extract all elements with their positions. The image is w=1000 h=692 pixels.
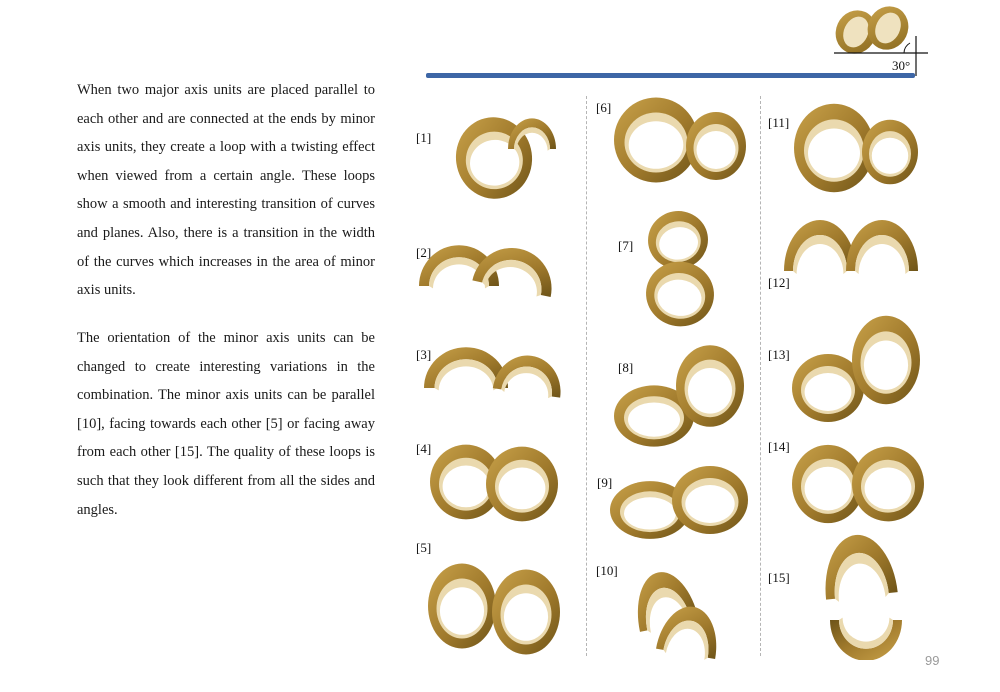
loop-photo-1 <box>444 100 564 210</box>
figure-label-11: [11] <box>768 115 790 130</box>
figure-label-12: [12] <box>768 275 790 290</box>
loop-photo-4 <box>418 434 568 528</box>
loop-photo-11 <box>782 96 922 200</box>
figure-label-4: [4] <box>416 441 432 456</box>
figure-label-10: [10] <box>596 563 618 578</box>
figure-label-6: [6] <box>596 100 612 115</box>
loop-photo-8 <box>606 340 756 456</box>
column-divider-1 <box>586 96 587 656</box>
loop-photo-6 <box>604 94 754 190</box>
header-rule <box>426 73 915 78</box>
figure-label-2: [2] <box>416 245 432 260</box>
loop-photo-7 <box>628 200 728 332</box>
loop-photo-14 <box>780 434 930 530</box>
angle-diagram <box>826 4 930 78</box>
column-divider-2 <box>760 96 761 656</box>
loop-photo-3 <box>418 336 568 412</box>
body-paragraph-1: When two major axis units are placed parallel to each other and are connected at the ends by minor axis units, they create a loop with a twisting effect when viewed from a certain angle. These loops show a smooth and interesting transition of curves and planes. Also, there is a transition in the width of the curves which increases in the area of minor axis units. <box>77 82 375 299</box>
figure-label-9: [9] <box>597 475 613 490</box>
figure-label-8: [8] <box>618 360 634 375</box>
figure-label-3: [3] <box>416 347 432 362</box>
loop-photo-10 <box>622 566 732 670</box>
loop-photo-15 <box>800 532 920 660</box>
angle-label: 30° <box>892 58 911 73</box>
figure-label-7: [7] <box>618 238 634 253</box>
body-paragraph-2: The orientation of the minor axis units can be changed to create interesting variations in the combination. The minor axis units can be parallel [10], facing towards each other [5] or facing away from each other [15]. The quality of these loops is such that they look different from all the sides and angles. <box>77 330 375 518</box>
figure-label-14: [14] <box>768 439 790 454</box>
figure-label-1: [1] <box>416 130 432 145</box>
figure-label-5: [5] <box>416 540 432 555</box>
loop-photo-5 <box>418 554 568 664</box>
figure-label-13: [13] <box>768 347 790 362</box>
page-number: 99 <box>925 653 940 668</box>
figure-label-15: [15] <box>768 570 790 585</box>
loop-photo-13 <box>780 308 930 432</box>
loop-photo-9 <box>600 456 754 548</box>
loop-photo-12 <box>776 210 926 302</box>
loop-photo-2 <box>414 232 564 312</box>
